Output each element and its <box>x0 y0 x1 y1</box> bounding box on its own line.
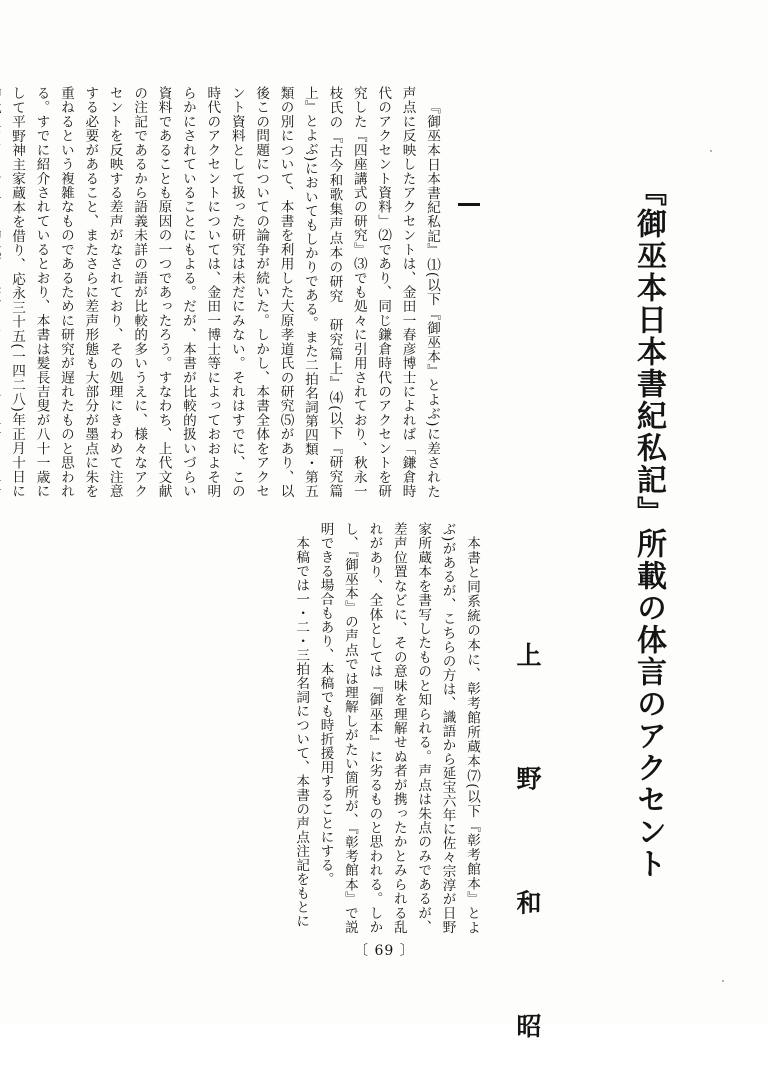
body-text-upper <box>9 86 444 498</box>
article-title: 『御巫本日本書紀私記』所載の体言のアクセント <box>631 176 666 880</box>
body-paragraph: 本稿では一・二・三拍名詞について、本書の声点注記をもとに <box>293 535 310 928</box>
section-number-one <box>458 203 480 206</box>
scan-speck <box>710 150 712 152</box>
author-name: 上 野 和 昭 <box>513 642 542 1083</box>
body-paragraph: 『御巫本日本書紀私記』⑴(以下『御巫本』とよぶ)に差された声点に反映したアクセントは、金田一春彦博士によれば「鎌倉時代のアクセント資料」⑵であり、同じ鎌倉時代のアクセントを研究した『四座講式の研究』⑶でも処々に引用されており、秋永一枝氏の『古今和歌集声点本の研究 研究篇上』⑷(以下『研究篇上』とよぶ)においてもしかりである。また二拍名詞第四類・第五類の別について、本書を利用した大原孝道氏の研究⑸があり、以後この問題についての論争が続いた。しかし、本書全体をアクセント資料として扱った研究は未だにみない。それはすでに、この時代のアクセントについては、金田一博士等によっておおよそ明らかにされていることにもよる。だが、本書が比較的扱いづらい資料であることも原因の一つであったろう。すなわち、上代文献の注記であるから語義未詳の語が比較的多いうえに、様々なアクセントを反映する差声がなされており、その処理にきわめて注意する必要があること、またさらに差声形態も大部分が墨点に朱を重ねるという複雑なものであるために研究が遅れたものと思われる。すでに紹介されているとおり、本書は髪長吉叟が八十一歳にして平野神主家蔵本を借り、応永三十五(一四二八)年正月十日に <box>9 86 440 498</box>
body-paragraph: 本書と同系統の本に、彰考館所蔵本⑺(以下『彰考館本』とよぶ)があるが、こちらの方は、識語から延宝六年に佐々宗淳が日野家所蔵本を書写したものと知られる。声点は朱点のみであるが、差声位置などに、その意味を理解せぬ者が携ったかとみられる乱れがあり、全体としては『御巫本』に劣るものと思われる。しかし、『御巫本』の声点では理解しがたい箇所が、『彰考館本』で説明できる場合もあり、本稿でも時折援用することにする。 <box>317 522 480 934</box>
body-text-lower <box>82 522 484 934</box>
page-number: 〔 69 〕 <box>354 943 415 959</box>
scan-speck <box>722 980 724 982</box>
